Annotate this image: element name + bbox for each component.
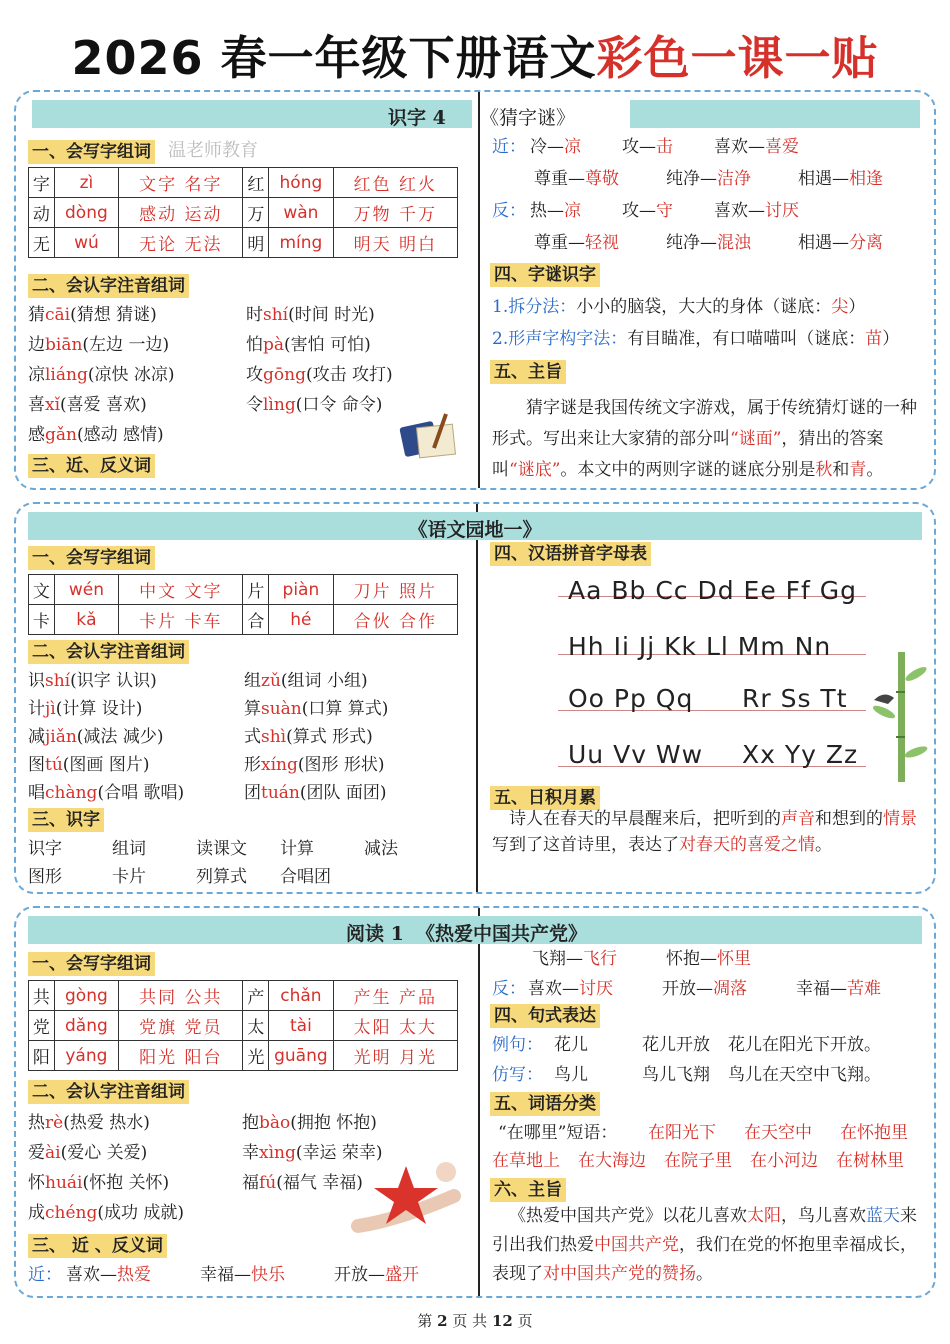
table-cell: 字 [29,168,55,198]
table-cell: 党旗 党员 [119,1011,243,1041]
pinyin: gōng [263,365,306,385]
lesson-band-right [630,100,920,128]
word: 相遇— [798,169,849,189]
character: 凉 [28,365,45,385]
word-pair [534,168,619,190]
alphabet-row: Uu Vv Ww [568,740,704,769]
table-row [29,228,458,258]
pinyin: xǐ [45,395,61,415]
pinyin: rè [45,1113,64,1133]
pinyin: fú [259,1173,277,1193]
table-cell: míng [269,228,333,258]
paired-word: 守 [656,201,673,221]
word-item: 列算式 [196,867,247,887]
pinyin: shì [261,727,287,747]
word-pair [662,978,747,1000]
table-cell: gòng [54,981,118,1011]
table-cell: 光明 月光 [333,1041,457,1071]
phrase-item: 在小河边 [750,1151,818,1171]
words: (识字 认识) [70,671,157,691]
word-pair [334,1264,419,1286]
paired-word: 盛开 [385,1265,419,1285]
pinyin: tú [45,755,63,775]
word: 幸福— [796,979,847,999]
recognize-item [28,1142,147,1164]
word-item: 合唱团 [280,867,331,887]
paired-word: 讨厌 [765,201,799,221]
star-flower-icon [348,1156,466,1236]
phrase-item: 在院子里 [664,1151,732,1171]
recognize-item [244,754,385,776]
word-pair [534,232,619,254]
words: (攻击 攻打) [305,365,393,385]
recognize-item [244,670,368,692]
phrase-item: 在天空中 [744,1123,812,1143]
page-footer: 第 2 页 共 12 页 [417,1312,533,1330]
recognize-item [244,782,387,804]
table-cell: 卡片 卡车 [119,605,243,635]
character: 算 [244,699,261,719]
table-cell: 产生 产品 [333,981,457,1011]
character: 猜 [28,305,45,325]
recognize-item [244,698,388,720]
pinyin: jiǎn [45,727,77,747]
recognize-item [246,364,393,386]
row-label: 反： [492,979,526,999]
character: 边 [28,335,45,355]
word-pair [66,1264,151,1286]
paired-word: 快乐 [251,1265,285,1285]
recognize-item [28,424,164,446]
word-pair [796,978,881,1000]
write-words-table [28,980,458,1071]
table-cell: 共同 公共 [119,981,243,1011]
words: (图画 图片) [62,755,150,775]
section-heading: 三、识字 [28,808,104,832]
pinyin: pà [263,335,285,355]
word: 开放— [662,979,713,999]
table-cell: wén [54,575,118,605]
row-label: 近： [28,1265,62,1285]
character: 福 [242,1173,259,1193]
sentence-item: 花儿在阳光下开放。 [728,1035,881,1055]
table-row [29,981,458,1011]
theme-paragraph: 猜字谜是我国传统文字游戏，属于传统猜灯谜的一种形式。写出来让大家猜的部分叫“谜面”，猜出的答案叫“谜底”。本文中的两则字谜的谜底分别是秋和青。 [492,398,917,480]
table-row [29,168,458,198]
section-heading: 五、词语分类 [490,1092,600,1116]
character: 成 [28,1203,45,1223]
sentence-item: 鸟儿飞翔 [642,1065,710,1085]
column-divider [478,908,480,1296]
table-cell: chǎn [269,981,333,1011]
words: (合唱 歌唱) [97,783,185,803]
row-label: 仿写： [492,1065,543,1085]
riddle-method-2: 2.形声字构字法：有目瞄准，有口喵喵叫（谜底：苗） [492,329,900,349]
section-heading: 二、会认字注音组词 [28,640,189,664]
character: 爱 [28,1143,45,1163]
pinyin: bào [259,1113,291,1133]
recognize-item [242,1112,377,1134]
words: (爱心 关爱) [60,1143,148,1163]
section-heading: 五、主旨 [490,360,566,384]
pinyin: shí [45,671,71,691]
recognize-item [28,670,157,692]
table-cell: wàn [269,198,333,228]
word-pair [200,1264,285,1286]
pinyin: zǔ [261,671,281,691]
word: 热— [530,201,564,221]
paired-word: 飞行 [583,949,617,969]
table-row [29,575,458,605]
word: 尊重— [534,169,585,189]
word: 冷— [530,137,564,157]
table-cell: 无论 无法 [119,228,243,258]
words: (怀抱 关怀) [82,1173,170,1193]
paired-word: 苦难 [847,979,881,999]
table-row [29,605,458,635]
row-label: 例句： [492,1035,543,1055]
pinyin: huái [45,1173,83,1193]
table-cell: 红色 红火 [333,168,457,198]
table-cell: hé [269,605,333,635]
words: (口算 算式) [301,699,389,719]
pen-paper-icon [396,410,468,466]
recognize-item [28,1172,169,1194]
paired-word: 相逢 [849,169,883,189]
word: 飞翔— [532,949,583,969]
table-cell: 动 [29,198,55,228]
paired-word: 凉 [564,137,581,157]
recognize-item [246,304,375,326]
table-cell: kǎ [54,605,118,635]
table-cell: dǎng [54,1011,118,1041]
lesson-label: 阅读 1 [346,923,404,945]
lesson-title: 《猜字谜》 [480,107,576,129]
section-heading: 二、会认字注音组词 [28,274,189,298]
lesson-title: 《语文园地一》 [408,519,542,541]
table-cell: 光 [243,1041,269,1071]
table-cell: 感动 运动 [119,198,243,228]
paired-word: 喜爱 [765,137,799,157]
character: 抱 [242,1113,259,1133]
table-cell: 片 [243,575,269,605]
table-cell: 党 [29,1011,55,1041]
table-cell: yáng [54,1041,118,1071]
table-cell: 明天 明白 [333,228,457,258]
section-heading: 二、会认字注音组词 [28,1080,189,1104]
table-cell: tài [269,1011,333,1041]
word: 怀抱— [666,949,717,969]
table-cell: dòng [54,198,118,228]
paired-word: 尊敬 [585,169,619,189]
table-cell: 太阳 太大 [333,1011,457,1041]
table-row [29,198,458,228]
recognize-item [242,1172,363,1194]
word: 喜欢— [714,137,765,157]
table-cell: wú [54,228,118,258]
paired-word: 凋落 [713,979,747,999]
word-pair [528,978,613,1000]
section-heading: 五、日积月累 [490,786,600,810]
table-cell: 共 [29,981,55,1011]
words: (感动 感情) [76,425,164,445]
table-cell: 万 [243,198,269,228]
page-title: 2026 春一年级下册语文彩色一课一贴 [71,31,879,85]
character: 令 [246,395,263,415]
paired-word: 混浊 [717,233,751,253]
paired-word: 讨厌 [579,979,613,999]
character: 唱 [28,783,45,803]
words: (喜爱 喜欢) [60,395,147,415]
recognize-item [28,304,157,326]
character: 喜 [28,395,45,415]
character: 怀 [28,1173,45,1193]
paired-word: 怀里 [717,949,751,969]
character: 时 [246,305,263,325]
word-pair [622,136,673,158]
write-words-table [28,574,458,635]
word: 相遇— [798,233,849,253]
table-cell: 刀片 照片 [333,575,457,605]
words: (拥抱 怀抱) [290,1113,377,1133]
word-pair [530,136,581,158]
recognize-item [28,394,147,416]
row-label: 反： [492,201,526,221]
word-item: 识字 [28,839,62,859]
word-pair [666,232,751,254]
paired-word: 热爱 [117,1265,151,1285]
write-words-table [28,167,458,258]
word-item: 减法 [364,839,398,859]
pinyin: biān [45,335,83,355]
pinyin: xìng [259,1143,296,1163]
recognize-item [28,334,169,356]
lesson-card-shizi4 [14,90,936,490]
section-heading: 四、字谜识字 [490,263,600,287]
paired-word: 洁净 [717,169,751,189]
pinyin: gǎn [45,425,77,445]
recognize-item [246,394,382,416]
lesson-label: 识字 4 [388,107,446,129]
character: 减 [28,727,45,747]
word-item: 组词 [112,839,146,859]
word-item: 读课文 [196,839,247,859]
alphabet-row: Hh Ii Jj Kk Ll Mm Nn [568,632,832,661]
words: (猜想 猜谜) [70,305,157,325]
column-divider [478,92,480,488]
lesson-card-yuwen-yuandi [14,502,936,894]
word-pair [714,200,799,222]
sentence-item: 花儿 [554,1035,588,1055]
word-pair [622,200,673,222]
word: 纯净— [666,233,717,253]
table-cell: guāng [269,1041,333,1071]
watermark: 温老师教育 [168,140,258,161]
table-cell: 阳 [29,1041,55,1071]
words: (组词 小组) [280,671,368,691]
pinyin: shí [263,305,289,325]
word-pair [714,136,799,158]
words: (口令 命令) [295,395,383,415]
word: 攻— [622,201,656,221]
words: (减法 减少) [76,727,164,747]
recognize-item [28,1112,150,1134]
pinyin: xíng [261,755,298,775]
word-item: 图形 [28,867,62,887]
section-heading: 一、会写字组词 [28,140,155,164]
word: 开放— [334,1265,385,1285]
paired-word: 轻视 [585,233,619,253]
pinyin: ài [45,1143,61,1163]
table-row [29,1041,458,1071]
section-heading: 四、汉语拼音字母表 [490,542,651,566]
phrase-item: 在树林里 [836,1151,904,1171]
word-pair [666,168,751,190]
phrase-item: 在阳光下 [648,1123,716,1143]
word: 纯净— [666,169,717,189]
table-cell: piàn [269,575,333,605]
words: (算式 形式) [286,727,373,747]
recognize-item [28,782,184,804]
phrase-item: 在大海边 [578,1151,646,1171]
paired-word: 凉 [564,201,581,221]
word-item: 计算 [280,839,314,859]
theme-paragraph: 《热爱中国共产党》以花儿喜欢太阳，鸟儿喜欢蓝天来引出我们热爱中国共产党，我们在党的怀抱里幸福成长，表现了对中国共产党的赞扬。 [492,1206,917,1284]
words: (害怕 可怕) [284,335,371,355]
riddle-method-1: 1.拆分法：小小的脑袋，大大的身体（谜底：尖） [492,297,866,317]
table-cell: 文 [29,575,55,605]
character: 幸 [242,1143,259,1163]
character: 识 [28,671,45,691]
word: 喜欢— [528,979,579,999]
alphabet-row: Aa Bb Cc Dd Ee Ff Gg [568,576,858,605]
word: 喜欢— [66,1265,117,1285]
words: (福气 幸福) [276,1173,363,1193]
word: 攻— [622,137,656,157]
section-heading: 四、句式表达 [490,1004,600,1028]
section-heading: 三、 近 、反义词 [28,1234,167,1258]
pinyin: liáng [45,365,88,385]
row-label: 近： [492,137,526,157]
recognize-item [28,698,142,720]
word-item: 卡片 [112,867,146,887]
pinyin: suàn [261,699,302,719]
lesson-card-reading1 [14,906,936,1298]
alphabet-row: Rr Ss Tt [742,684,848,713]
recognize-item [28,1202,184,1224]
word-pair [532,948,617,970]
word-pair [666,948,751,970]
table-cell: 阳光 阳台 [119,1041,243,1071]
word-pair [798,232,883,254]
word: 喜欢— [714,201,765,221]
words: (成功 成就) [97,1203,185,1223]
character: 团 [244,783,261,803]
alphabet-row: Xx Yy Zz [742,740,859,769]
character: 组 [244,671,261,691]
words: (计算 设计) [55,699,143,719]
word: 尊重— [534,233,585,253]
phrase-item: 在草地上 [492,1151,560,1171]
phrase-item: 在怀抱里 [840,1123,908,1143]
table-row [29,1011,458,1041]
words: (凉快 冰凉) [87,365,175,385]
pinyin: tuán [261,783,300,803]
word: 幸福— [200,1265,251,1285]
word-pair [798,168,883,190]
table-cell: 太 [243,1011,269,1041]
table-cell: zì [54,168,118,198]
sentence-item: 花儿开放 [642,1035,710,1055]
sentence-item: 鸟儿在天空中飞翔。 [728,1065,881,1085]
table-cell: hóng [269,168,333,198]
words: (幸运 荣幸) [295,1143,383,1163]
table-cell: 产 [243,981,269,1011]
table-cell: 万物 千万 [333,198,457,228]
pinyin: lìng [263,395,296,415]
alphabet-row: Oo Pp Qq [568,684,694,713]
poem-summary: 诗人在春天的早晨醒来后，把听到的声音和想到的情景写到了这首诗里，表达了对春天的喜爱之情。 [492,809,917,855]
character: 计 [28,699,45,719]
character: 感 [28,425,45,445]
pinyin: cāi [45,305,71,325]
lesson-title: 《热爱中国共产党》 [416,923,588,945]
words: (团队 面团) [299,783,387,803]
bamboo-bird-icon [872,652,928,782]
table-cell: 无 [29,228,55,258]
table-cell: 合 [243,605,269,635]
section-heading: 一、会写字组词 [28,546,155,570]
character: 攻 [246,365,263,385]
classification-label: “在哪里”短语： [498,1123,618,1143]
paired-word: 分离 [849,233,883,253]
words: (时间 时光) [288,305,375,325]
recognize-item [28,726,163,748]
paired-word: 击 [656,137,673,157]
recognize-item [28,754,149,776]
table-cell: 中文 文字 [119,575,243,605]
words: (左边 一边) [82,335,170,355]
table-cell: 合伙 合作 [333,605,457,635]
pinyin: jì [45,699,56,719]
recognize-item [246,334,371,356]
section-heading: 一、会写字组词 [28,952,155,976]
character: 怕 [246,335,263,355]
character: 热 [28,1113,45,1133]
pinyin: chàng [45,783,98,803]
table-cell: 明 [243,228,269,258]
pinyin: chéng [45,1203,98,1223]
section-heading: 六、主旨 [490,1178,566,1202]
table-cell: 卡 [29,605,55,635]
words: (热爱 热水) [63,1113,150,1133]
character: 图 [28,755,45,775]
character: 形 [244,755,261,775]
character: 式 [244,727,261,747]
table-cell: 文字 名字 [119,168,243,198]
recognize-item [244,726,373,748]
section-heading: 三、近、反义词 [28,454,155,478]
table-cell: 红 [243,168,269,198]
sentence-item: 鸟儿 [554,1065,588,1085]
word-pair [530,200,581,222]
recognize-item [28,364,175,386]
column-divider [476,504,478,892]
words: (图形 形状) [297,755,385,775]
